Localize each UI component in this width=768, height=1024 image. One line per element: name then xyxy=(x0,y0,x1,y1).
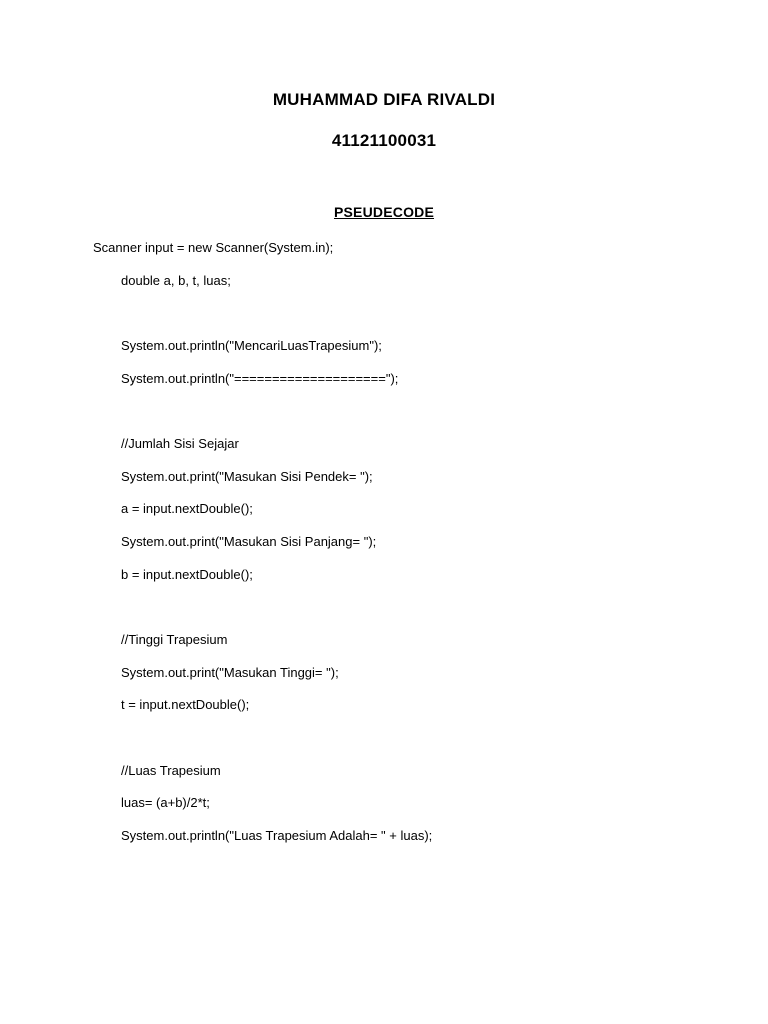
code-line: luas= (a+b)/2*t; xyxy=(121,795,210,810)
code-comment: //Luas Trapesium xyxy=(121,763,221,778)
code-comment: //Jumlah Sisi Sejajar xyxy=(121,436,239,451)
code-line: System.out.println("MencariLuasTrapesium"); xyxy=(121,338,382,353)
code-line: t = input.nextDouble(); xyxy=(121,697,250,712)
code-line: System.out.print("Masukan Sisi Panjang= "); xyxy=(121,534,377,549)
code-line: Scanner input = new Scanner(System.in); xyxy=(93,240,334,255)
code-line: System.out.print("Masukan Sisi Pendek= "); xyxy=(121,469,373,484)
code-line: System.out.print("Masukan Tinggi= "); xyxy=(121,665,339,680)
code-comment: //Tinggi Trapesium xyxy=(121,632,228,647)
code-line: double a, b, t, luas; xyxy=(121,273,231,288)
section-title: PSEUDECODE xyxy=(333,204,435,220)
code-line: a = input.nextDouble(); xyxy=(121,501,253,516)
code-line: b = input.nextDouble(); xyxy=(121,567,253,582)
code-line: System.out.println("===================="); xyxy=(121,371,399,386)
author-name: MUHAMMAD DIFA RIVALDI xyxy=(272,90,496,109)
student-id: 41121100031 xyxy=(331,131,437,150)
code-line: System.out.println("Luas Trapesium Adalah= " + luas); xyxy=(121,828,433,843)
